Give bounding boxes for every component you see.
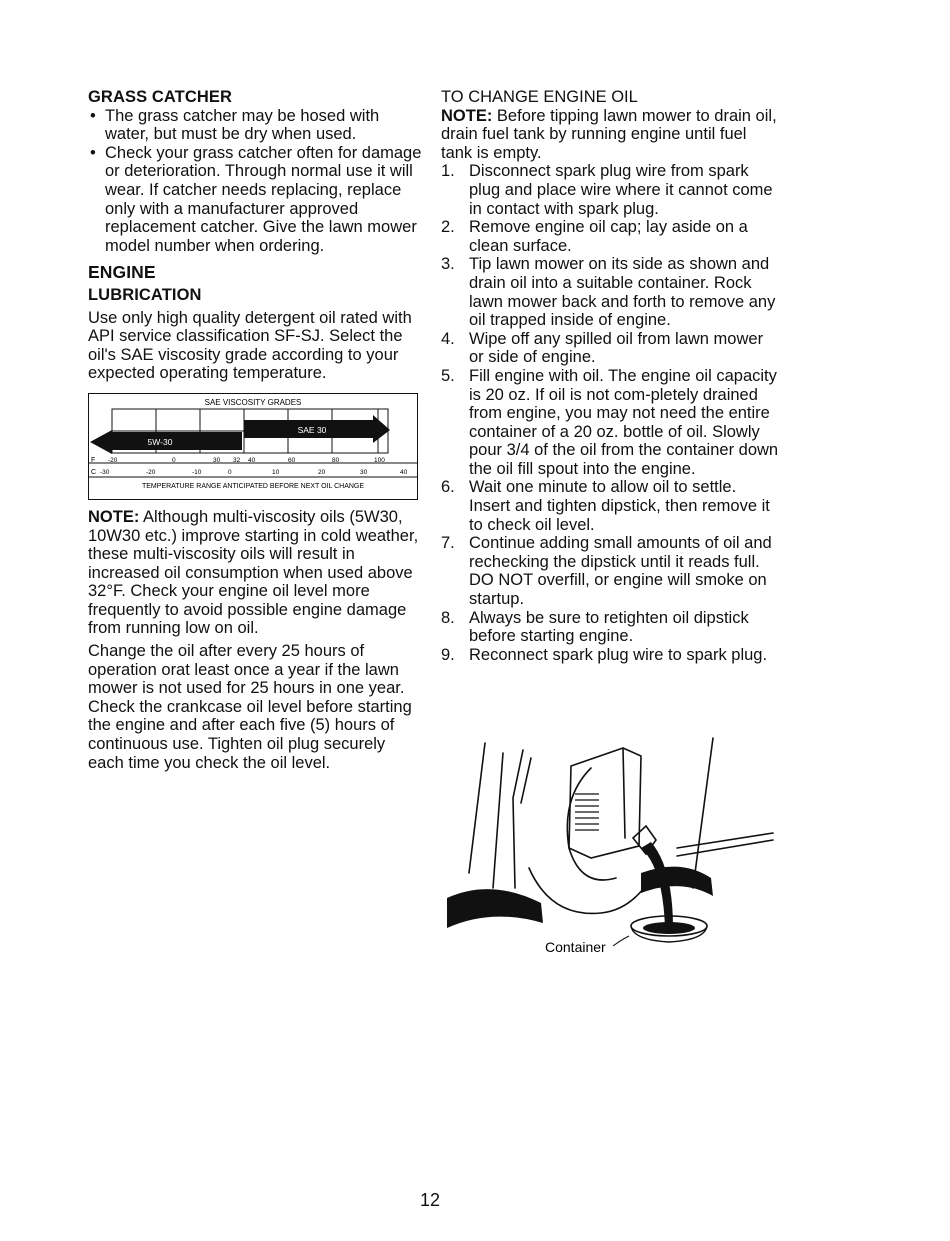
step-text: Continue adding small amounts of oil and rechecking the dipstick until it reads full. DO NOT overfill, or engine will smoke on startup. xyxy=(469,534,772,609)
right-note-label: NOTE: xyxy=(441,106,493,125)
right-note-paragraph xyxy=(441,107,781,163)
step-number: 5. xyxy=(441,366,455,385)
list-item: • The grass catcher may be hosed with water, but must be dry when used. xyxy=(88,107,423,144)
step-text: Always be sure to retighten oil dipstick before starting engine. xyxy=(469,608,749,646)
list-item xyxy=(441,255,781,329)
step-text: Remove engine oil cap; lay aside on a clean surface. xyxy=(469,218,748,255)
wheel xyxy=(641,867,713,896)
list-item xyxy=(441,162,781,218)
step-text: Reconnect spark plug wire to spark plug. xyxy=(469,645,768,664)
step-text: Wipe off any spilled oil from lawn mower or side of engine. xyxy=(469,329,764,367)
f-tick: 100 xyxy=(374,456,385,464)
dipstick xyxy=(677,840,773,856)
step-text: Fill engine with oil. The engine oil capacity is 20 oz. If oil is not com-pletely drained from engine, you may not need the entire container of a 20 oz. bottle of oil. Slowly pour 3/4 of the oil from the container down the oil fill spout into the engine. xyxy=(469,366,779,478)
lubrication-heading: LUBRICATION xyxy=(88,285,202,304)
list-item: • Check your grass catcher often for damage or deterioration. Through normal use it will wear. If catcher needs replacing, replace only with a manufacturer approved replacement catcher. Give the lawn mower model number when ordering. xyxy=(88,144,423,256)
grass-catcher-list xyxy=(88,107,423,256)
step-number: 3. xyxy=(441,255,455,274)
step-number: 6. xyxy=(441,478,455,497)
right-note-text: Before tipping lawn mower to drain oil, drain fuel tank by running engine until fuel tank is empty. xyxy=(441,106,777,162)
label-leader-line xyxy=(613,936,629,946)
sae-viscosity-chart xyxy=(88,393,418,500)
5w30-label: 5W-30 xyxy=(147,436,173,447)
step-text: Wait one minute to allow oil to settle. Insert and tighten dipstick, then remove it to check oil level. xyxy=(469,478,770,534)
list-item xyxy=(441,646,781,665)
c-tick: -10 xyxy=(192,468,202,476)
list-item xyxy=(441,367,781,479)
c-tick: 30 xyxy=(360,468,368,476)
f-tick: 40 xyxy=(248,456,256,464)
c-label: C xyxy=(91,468,97,476)
sae30-label: SAE 30 xyxy=(297,424,327,435)
list-item xyxy=(441,478,781,534)
chart-title: SAE VISCOSITY GRADES xyxy=(204,397,302,407)
step-number: 2. xyxy=(441,218,455,237)
step-number: 8. xyxy=(441,608,455,627)
left-column xyxy=(88,88,423,772)
c-tick: -30 xyxy=(100,468,110,476)
note-label: NOTE: xyxy=(88,507,140,526)
wheel xyxy=(447,889,543,928)
list-item xyxy=(441,218,781,255)
page-number: 12 xyxy=(419,1190,441,1210)
f-tick: 30 xyxy=(213,456,221,464)
handle-line xyxy=(469,743,485,873)
list-item xyxy=(441,609,781,646)
dipstick xyxy=(677,833,773,848)
step-text: Tip lawn mower on its side as shown and drain oil into a suitable container. Rock lawn mower back and forth to remove any oil trapped inside of engine. xyxy=(469,255,776,330)
change-oil-heading: TO CHANGE ENGINE OIL xyxy=(441,88,638,106)
oil-drain-illustration xyxy=(441,728,781,963)
f-tick: 80 xyxy=(332,456,340,464)
f-tick: 32 xyxy=(233,456,241,464)
f-tick: 60 xyxy=(288,456,296,464)
handle-line xyxy=(513,750,523,888)
deck-outline xyxy=(529,868,651,913)
mower-drawing xyxy=(441,728,781,963)
chart-footer: TEMPERATURE RANGE ANTICIPATED BEFORE NEXT OIL CHANGE xyxy=(141,482,365,490)
engine-edge xyxy=(623,748,625,838)
f-tick: 0 xyxy=(172,456,176,464)
oil-change-steps xyxy=(441,162,781,664)
cooling-fins xyxy=(575,794,599,830)
oil-in-container xyxy=(643,922,695,934)
step-number: 1. xyxy=(441,162,455,181)
oil-check-text: Check the crankcase oil level before starting the engine and after each five (5) hours of continuous use. Tighten oil plug securely each time you check the oil level. xyxy=(88,697,412,772)
c-tick: 20 xyxy=(318,468,326,476)
c-tick: -20 xyxy=(146,468,156,476)
handle-line xyxy=(693,738,713,888)
c-tick: 10 xyxy=(272,468,280,476)
note-text: Although multi-viscosity oils (5W30, 10W30 etc.) improve starting in cold weather, these multi-viscosity oils will result in increased oil consumption when used above 32°F. Check your engine oil level more frequently to avoid possible engine damage from running low on oil. xyxy=(88,507,419,638)
c-tick: 0 xyxy=(228,468,232,476)
handle-line xyxy=(493,753,503,888)
viscosity-chart-svg xyxy=(88,393,418,500)
step-number: 4. xyxy=(441,329,455,348)
c-tick: 40 xyxy=(400,468,408,476)
engine-block xyxy=(569,748,641,858)
lubrication-text: Use only high quality detergent oil rated with API service classification SF-SJ. Select the oil's SAE viscosity grade according to your expected operating temperature. xyxy=(88,308,412,383)
step-number: 7. xyxy=(441,534,455,553)
grass-catcher-heading: GRASS CATCHER xyxy=(88,88,232,106)
f-tick: -20 xyxy=(108,456,118,464)
f-label: F xyxy=(91,456,96,464)
handle-line xyxy=(521,758,531,803)
right-column xyxy=(441,88,781,664)
container-label: Container xyxy=(545,939,606,955)
step-number: 9. xyxy=(441,645,455,664)
list-item xyxy=(441,534,781,608)
list-item xyxy=(441,330,781,367)
step-text: Disconnect spark plug wire from spark plug and place wire where it cannot come in contact with spark plug. xyxy=(469,162,773,218)
note-paragraph xyxy=(88,508,423,638)
engine-heading: ENGINE xyxy=(88,262,156,283)
oil-change-text: Change the oil after every 25 hours of operation orat least once a year if the lawn mower is not used for 25 hours in one year. xyxy=(88,642,405,698)
